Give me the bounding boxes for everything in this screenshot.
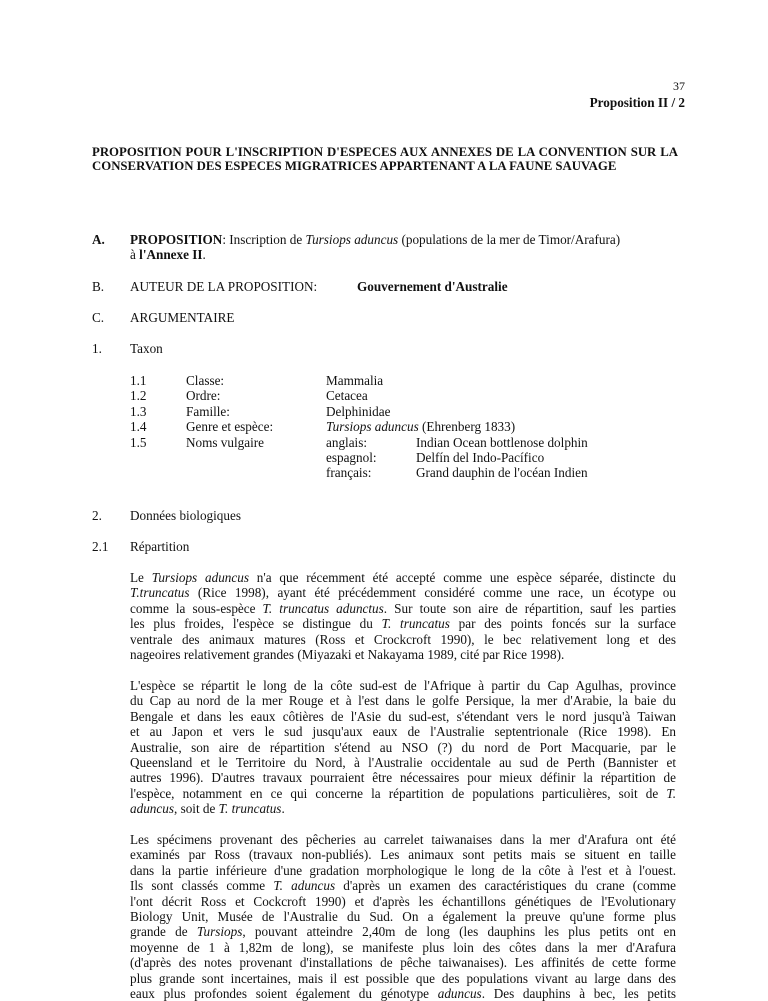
taxon-row-francais: français: Grand dauphin de l'océan Indien	[326, 465, 588, 481]
section-2-1-label: Répartition	[130, 539, 190, 554]
paragraph-3: Les spécimens provenant des pêcheries au carrelet taiwanaises dans la mer d'Arafura ont été examinés par Ross (travaux non-publiés). Les animaux sont petits mais se situent en taille dans la partie inférieure d'une gradation morphologique le long de la côte à l'est et à l'ouest. Ils sont classés comme T. aduncus d'après un examen des caractéristiques du crane (comme l'ont décrit Ross et Cockcroft 1990) et d'après les échantillons génétiques de l'Evolutionary Biology Unit, Musée de l'Australie du Sud. On a également la preuve qu'une forme plus grande de Tursiops, pouvant atteindre 2,40m de long (les dauphins les plus petits ont en moyenne de 1 à 1,82m de long), se manifeste plus loin des côtes dans la mer d'Arafura (d'après des notes provenant d'installations de pêche taiwanaises). Les affinités de cette forme plus grande sont incertaines, mais il est possible que des populations vivant au large dans des eaux plus profondes soient également du génotype aduncus. Des dauphins à bec, les petits	[130, 832, 677, 1001]
proposition-reference: Proposition II / 2	[589, 95, 685, 110]
taxon-row-noms: 1.5 Noms vulgaire anglais: Indian Ocean bottlenose dolphin	[130, 434, 588, 450]
taxon-row-espagnol: espagnol: Delfín del Indo-Pacífico	[326, 450, 545, 465]
page-number: 37	[673, 79, 685, 93]
section-b-label: AUTEUR DE LA PROPOSITION:	[130, 279, 318, 294]
taxon-row-ordre: 1.2 Ordre: Cetacea	[130, 388, 368, 404]
taxon-row-genre: 1.4 Genre et espèce: Tursiops aduncus (Ehrenberg 1833)	[130, 419, 516, 435]
taxon-row-classe: 1.1 Classe: Mammalia	[130, 373, 384, 388]
section-a-text: PROPOSITION: Inscription de Tursiops aduncus (populations de la mer de Timor/Arafura) à l'Annexe II.	[130, 232, 621, 263]
section-2-number: 2.	[92, 508, 102, 523]
paragraph-2: L'espèce se répartit le long de la côte sud-est de l'Afrique à partir du Cap Agulhas, province du Cap au nord de la mer Rouge et à l'est dans le golfe Persique, la mer d'Arabie, la baie du Bengale et dans les eaux côtières de l'Asie du sud-est, s'étendant vers le nord jusqu'à Taiwan et au Japon et vers le sud jusqu'aux eaux de l'Australie septentrionale (Rice 1998). En Australie, son aire de répartition s'étend au NSO (?) du nord de Port Macquarie, par le Queensland et le Territoire du Nord, à l'Australie occidentale au sud de Perth (Bannister et autres 1996). D'autres travaux pourraient être nécessaires pour mieux définir la répartition de l'espèce, notamment en ce qui concerne la répartition de populations particulières, soit de T. aduncus, soit de T. truncatus.	[130, 678, 676, 817]
section-2-label: Données biologiques	[130, 508, 241, 523]
section-2-1-number: 2.1	[92, 539, 109, 554]
document-title: PROPOSITION POUR L'INSCRIPTION D'ESPECES AUX ANNEXES DE LA CONVENTION SUR LA CONSERVATION DES ESPECES MIGRATRICES APPARTENANT A LA FAUNE SAUVAGE	[92, 145, 678, 174]
section-1-number: 1.	[92, 341, 102, 356]
section-b-number: B.	[92, 279, 105, 294]
section-1-label: Taxon	[130, 341, 163, 356]
section-c-number: C.	[92, 310, 105, 325]
section-c-label: ARGUMENTAIRE	[130, 310, 235, 325]
section-a-label: PROPOSITION	[130, 232, 223, 247]
section-a-number: A.	[92, 232, 105, 247]
paragraph-1: Le Tursiops aduncus n'a que récemment été accepté comme une espèce séparée, distincte du T.truncatus (Rice 1998), ayant été précédemment considéré comme une race, un écotype ou comme la sous-espèce T. truncatus adunctus. Sur toute son aire de répartition, sauf les parties les plus froides, l'espèce se distingue du T. truncatus par des points foncés sur la surface ventrale des animaux matures (Ross et Crockcroft 1990), le bec relativement long et des nageoires relativement grandes (Miyazaki et Nakayama 1989, cité par Rice 1998).	[130, 570, 676, 663]
section-b-value: Gouvernement d'Australie	[357, 279, 508, 294]
taxon-row-famille: 1.3 Famille: Delphinidae	[130, 403, 391, 419]
